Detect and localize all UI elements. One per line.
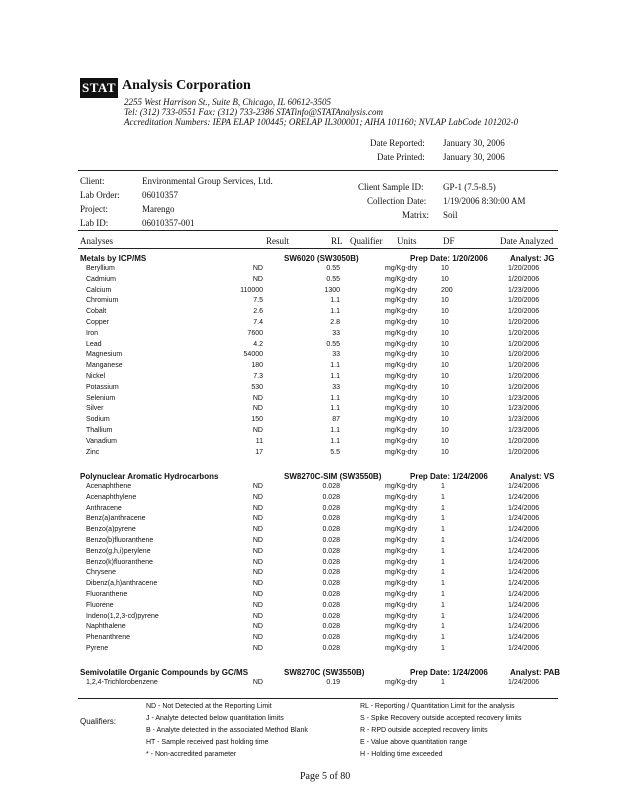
analyte-name: Acenaphthene	[86, 483, 132, 490]
analyte-units: mg/Kg-dry	[385, 416, 418, 424]
analyte-name: Potassium	[86, 383, 119, 391]
analyte-result: ND	[252, 504, 263, 512]
analyte-date: 1/20/2006	[508, 362, 540, 370]
analyte-date: 1/20/2006	[508, 265, 540, 272]
analyte-df: 10	[441, 437, 449, 445]
analyte-name: Fluorene	[86, 601, 114, 609]
qualifier-left-3: HT - Sample received past holding time	[146, 739, 269, 746]
analyte-rl: 0.55	[326, 265, 340, 272]
analyte-units: mg/Kg-dry	[385, 319, 418, 326]
analyte-rl: 0.028	[322, 483, 340, 490]
analyte-units: mg/Kg-dry	[385, 448, 418, 456]
analyte-name: Calcium	[86, 286, 112, 294]
analyte-units: mg/Kg-dry	[385, 286, 418, 294]
analyte-rl: 0.55	[326, 275, 340, 283]
analyte-name: Fluoranthene	[86, 591, 128, 598]
analyte-units: mg/Kg-dry	[385, 351, 418, 359]
analyte-result: ND	[252, 526, 263, 534]
analyte-df: 10	[441, 319, 449, 326]
analyte-date: 1/24/2006	[508, 515, 540, 523]
qualifier-left-4: * - Non-accredited parameter	[146, 751, 237, 758]
analyte-df: 1	[441, 526, 445, 534]
analyte-rl: 0.028	[322, 493, 340, 501]
analyte-df: 10	[441, 340, 449, 348]
analyte-units: mg/Kg-dry	[385, 645, 418, 652]
analyte-units: mg/Kg-dry	[385, 373, 418, 380]
analyte-result: ND	[252, 634, 263, 642]
analyte-df: 1	[441, 483, 445, 490]
analyte-name: Manganese	[86, 362, 123, 370]
analyte-name: Cobalt	[86, 308, 107, 316]
analyte-rl: 33	[332, 383, 340, 391]
analyte-name: Magnesium	[86, 351, 123, 359]
col-date-analyzed: Date Analyzed	[500, 236, 554, 246]
analyte-rl: 0.028	[322, 612, 340, 620]
analyte-date: 1/20/2006	[508, 275, 540, 283]
analyte-df: 10	[441, 362, 449, 370]
analyte-df: 1	[441, 601, 445, 609]
section-method: SW8270C-SIM (SW3550B)	[284, 472, 382, 481]
section-method: SW8270C (SW3550B)	[284, 668, 365, 677]
analyte-name: Benzo(k)fluoranthene	[86, 558, 153, 566]
analyte-result: ND	[252, 405, 263, 413]
analyte-df: 10	[441, 297, 449, 305]
analyte-units: mg/Kg-dry	[385, 340, 418, 348]
analyte-df: 10	[441, 265, 449, 272]
analyte-df: 10	[441, 448, 449, 456]
qualifier-right-4: H - Holding time exceeded	[360, 751, 443, 758]
qualifier-left-1: J - Analyte detected below quantitation limits	[146, 715, 284, 722]
analyte-units: mg/Kg-dry	[385, 483, 418, 490]
analyte-date: 1/24/2006	[508, 483, 540, 490]
analyte-units: mg/Kg-dry	[385, 526, 418, 534]
analyte-df: 1	[441, 634, 445, 642]
analyte-result: 180	[251, 362, 263, 370]
stat-logo: STAT	[80, 78, 118, 98]
analyte-df: 10	[441, 405, 449, 413]
analyte-result: 11	[255, 437, 263, 445]
matrix-value: Soil	[443, 210, 458, 220]
analyte-rl: 0.028	[322, 504, 340, 512]
section-analyst: Analyst: VS	[510, 472, 555, 481]
analyte-name: Benzo(g,h,i)perylene	[86, 547, 151, 555]
analyte-result: ND	[252, 679, 263, 686]
project-label: Project:	[80, 204, 108, 214]
analyte-rl: 33	[332, 329, 340, 337]
analyte-rl: 0.028	[322, 634, 340, 642]
analyte-rl: 1.1	[330, 437, 340, 445]
columns-divider	[78, 248, 558, 249]
analyte-result: 17	[255, 448, 263, 456]
analyte-name: Chromium	[86, 297, 119, 305]
analyte-name: Cadmium	[86, 275, 116, 283]
analyte-result: ND	[252, 537, 263, 544]
analyte-df: 10	[441, 308, 449, 316]
analyte-name: Anthracene	[86, 504, 122, 512]
section-method: SW6020 (SW3050B)	[284, 254, 359, 263]
matrix-label: Matrix:	[402, 210, 429, 220]
footer-divider	[78, 698, 558, 699]
analyte-date: 1/24/2006	[508, 493, 540, 501]
section-analyst: Analyst: JG	[510, 254, 555, 263]
analyte-rl: 0.028	[322, 645, 340, 652]
lab-order-label: Lab Order:	[80, 190, 120, 200]
analyte-result: 7600	[247, 329, 263, 337]
project-value: Marengo	[142, 204, 175, 214]
analyte-name: Pyrene	[86, 645, 109, 652]
col-df: DF	[443, 236, 455, 246]
analyte-rl: 1.1	[330, 362, 340, 370]
analyte-result: ND	[252, 427, 263, 434]
analyte-units: mg/Kg-dry	[385, 394, 418, 402]
analyte-df: 1	[441, 679, 445, 686]
analyte-rl: 5.5	[330, 448, 340, 456]
qualifiers-label: Qualifiers:	[80, 717, 117, 726]
qualifier-left-0: ND - Not Detected at the Reporting Limit	[146, 703, 272, 710]
date-reported-value: January 30, 2006	[443, 138, 505, 148]
analyte-result: ND	[252, 591, 263, 598]
analyte-date: 1/24/2006	[508, 634, 540, 642]
analyte-name: Thallium	[86, 427, 113, 434]
analyte-rl: 0.028	[322, 515, 340, 523]
col-result: Result	[266, 236, 290, 246]
analyte-df: 1	[441, 558, 445, 566]
qualifier-right-1: S - Spike Recovery outside accepted recovery limits	[360, 715, 522, 722]
analyte-result: 7.3	[253, 373, 263, 380]
analyte-df: 1	[441, 645, 445, 652]
section-name: Semivolatile Organic Compounds by GC/MS	[80, 668, 249, 677]
analyte-name: Acenaphthylene	[86, 493, 137, 501]
lab-id-label: Lab ID:	[80, 218, 109, 228]
collection-date-value: 1/19/2006 8:30:00 AM	[443, 196, 526, 206]
analyte-units: mg/Kg-dry	[385, 601, 418, 609]
qualifier-right-2: R - RPD outside accepted recovery limits	[360, 727, 488, 734]
analyte-date: 1/24/2006	[508, 537, 540, 544]
analyte-date: 1/20/2006	[508, 329, 540, 337]
analyte-name: Chrysene	[86, 569, 116, 577]
analyte-rl: 2.8	[330, 319, 340, 326]
qualifier-left-2: B - Analyte detected in the associated Method Blank	[146, 727, 308, 734]
analyte-result: 530	[251, 383, 263, 391]
analyte-name: Phenanthrene	[86, 634, 130, 642]
analyte-date: 1/20/2006	[508, 319, 540, 326]
header-divider	[78, 170, 558, 171]
analyte-rl: 0.028	[322, 537, 340, 544]
analyte-name: Vanadium	[86, 437, 118, 445]
analyte-result: ND	[252, 645, 263, 652]
analyte-df: 10	[441, 394, 449, 402]
client-label: Client:	[80, 176, 105, 186]
analyte-rl: 0.55	[326, 340, 340, 348]
analyte-date: 1/23/2006	[508, 416, 540, 424]
analyte-units: mg/Kg-dry	[385, 493, 418, 501]
analyte-date: 1/20/2006	[508, 448, 540, 456]
analyte-date: 1/24/2006	[508, 591, 540, 598]
analyte-rl: 33	[332, 351, 340, 359]
accreditation-numbers: Accreditation Numbers: IEPA ELAP 100445; ORELAP IL300001; AIHA 101160; NVLAP LabCode 101202-0	[124, 117, 519, 127]
analyte-result: ND	[252, 515, 263, 523]
analyte-rl: 0.028	[322, 580, 340, 588]
analyte-rl: 0.028	[322, 547, 340, 555]
analyte-name: Naphthalene	[86, 623, 126, 631]
analyte-date: 1/20/2006	[508, 383, 540, 391]
analyte-result: 150	[251, 416, 263, 424]
lab-order-value: 06010357	[142, 190, 178, 200]
company-contact: Tel: (312) 733-0551 Fax: (312) 733-2386 STATinfo@STATAnalysis.com	[124, 107, 384, 117]
section-analyst: Analyst: PAB	[510, 668, 561, 677]
analyte-df: 10	[441, 416, 449, 424]
analyte-result: ND	[252, 493, 263, 501]
client-sample-id-value: GP-1 (7.5-8.5)	[443, 182, 496, 192]
analyte-units: mg/Kg-dry	[385, 623, 418, 631]
analyte-rl: 87	[332, 416, 340, 424]
date-printed-label: Date Printed:	[377, 152, 425, 162]
analyte-rl: 1.1	[330, 308, 340, 316]
analyte-result: 7.4	[253, 319, 263, 326]
analyte-rl: 1.1	[330, 373, 340, 380]
info-divider	[78, 230, 558, 231]
analyte-result: ND	[252, 558, 263, 566]
analyte-units: mg/Kg-dry	[385, 537, 418, 544]
analyte-df: 10	[441, 351, 449, 359]
collection-date-label: Collection Date:	[367, 196, 427, 206]
date-reported-label: Date Reported:	[370, 138, 425, 148]
analyte-rl: 0.19	[326, 679, 340, 686]
analyte-units: mg/Kg-dry	[385, 437, 418, 445]
analyte-date: 1/24/2006	[508, 547, 540, 555]
analyte-units: mg/Kg-dry	[385, 634, 418, 642]
analyte-units: mg/Kg-dry	[385, 580, 418, 588]
analyte-rl: 1.1	[330, 297, 340, 305]
analyte-name: Silver	[86, 405, 104, 413]
company-name: Analysis Corporation	[122, 78, 251, 93]
analyte-result: ND	[252, 601, 263, 609]
analyte-date: 1/24/2006	[508, 569, 540, 577]
qualifier-right-3: E - Value above quantitation range	[360, 739, 468, 746]
analyte-result: ND	[252, 580, 263, 588]
analyte-date: 1/24/2006	[508, 679, 540, 686]
analyte-name: Beryllium	[86, 265, 115, 272]
client-sample-id-label: Client Sample ID:	[358, 182, 424, 192]
analyte-units: mg/Kg-dry	[385, 679, 418, 686]
analyte-date: 1/20/2006	[508, 340, 540, 348]
analyte-result: ND	[252, 612, 263, 620]
analyte-name: Benzo(a)pyrene	[86, 526, 136, 534]
analyte-date: 1/23/2006	[508, 405, 540, 413]
analyte-date: 1/24/2006	[508, 526, 540, 534]
page-number: Page 5 of 80	[300, 771, 351, 782]
analyte-date: 1/24/2006	[508, 601, 540, 609]
analyte-name: Benz(a)anthracene	[86, 515, 146, 523]
col-analyses: Analyses	[80, 236, 113, 246]
analyte-df: 1	[441, 580, 445, 588]
analyte-rl: 0.028	[322, 591, 340, 598]
analyte-units: mg/Kg-dry	[385, 515, 418, 523]
analyte-name: Indeno(1,2,3-cd)pyrene	[86, 612, 159, 620]
analyte-units: mg/Kg-dry	[385, 275, 418, 283]
analyte-units: mg/Kg-dry	[385, 405, 418, 413]
analyte-result: ND	[252, 569, 263, 577]
analyte-result: ND	[252, 275, 263, 283]
analyte-df: 1	[441, 504, 445, 512]
analyte-units: mg/Kg-dry	[385, 569, 418, 577]
analyte-df: 10	[441, 373, 449, 380]
analyte-units: mg/Kg-dry	[385, 612, 418, 620]
analyte-df: 10	[441, 383, 449, 391]
analyte-df: 1	[441, 569, 445, 577]
col-qualifier: Qualifier	[350, 236, 383, 246]
analyte-df: 1	[441, 623, 445, 631]
section-name: Metals by ICP/MS	[80, 254, 147, 263]
analyte-result: 2.6	[253, 308, 263, 316]
analyte-df: 1	[441, 591, 445, 598]
analyte-df: 10	[441, 427, 449, 434]
analyte-units: mg/Kg-dry	[385, 308, 418, 316]
analyte-units: mg/Kg-dry	[385, 547, 418, 555]
analyte-result: ND	[252, 623, 263, 631]
analyte-date: 1/20/2006	[508, 373, 540, 380]
analyte-date: 1/20/2006	[508, 297, 540, 305]
analyte-rl: 0.028	[322, 601, 340, 609]
analyte-result: ND	[252, 394, 263, 402]
analyte-units: mg/Kg-dry	[385, 558, 418, 566]
section-prep-date: Prep Date: 1/20/2006	[410, 254, 488, 263]
analyte-units: mg/Kg-dry	[385, 427, 418, 434]
analyte-units: mg/Kg-dry	[385, 591, 418, 598]
lab-id-value: 06010357-001	[142, 218, 195, 228]
date-printed-value: January 30, 2006	[443, 152, 505, 162]
analyte-rl: 1300	[324, 286, 340, 294]
analyte-date: 1/24/2006	[508, 645, 540, 652]
analyte-name: 1,2,4-Trichlorobenzene	[86, 679, 158, 686]
analyte-date: 1/23/2006	[508, 394, 540, 402]
col-units: Units	[397, 236, 417, 246]
analyte-df: 1	[441, 547, 445, 555]
analyte-df: 200	[441, 286, 453, 294]
analyte-date: 1/20/2006	[508, 437, 540, 445]
analyte-date: 1/20/2006	[508, 351, 540, 359]
analyte-date: 1/24/2006	[508, 504, 540, 512]
analyte-units: mg/Kg-dry	[385, 265, 418, 272]
company-address: 2255 West Harrison St., Suite B, Chicago, IL 60612-3505	[124, 97, 332, 107]
analyte-units: mg/Kg-dry	[385, 504, 418, 512]
client-value: Environmental Group Services, Ltd.	[142, 176, 273, 186]
section-prep-date: Prep Date: 1/24/2006	[410, 472, 488, 481]
analyte-date: 1/23/2006	[508, 427, 540, 434]
analyte-rl: 1.1	[330, 427, 340, 434]
analyte-units: mg/Kg-dry	[385, 362, 418, 370]
analyte-df: 1	[441, 515, 445, 523]
analyte-name: Copper	[86, 319, 109, 326]
analyte-units: mg/Kg-dry	[385, 383, 418, 391]
analyte-name: Nickel	[86, 373, 106, 380]
analyte-result: ND	[252, 265, 263, 272]
analyte-result: 7.5	[253, 297, 263, 305]
analyte-name: Lead	[86, 340, 102, 348]
analyte-df: 10	[441, 329, 449, 337]
analyte-units: mg/Kg-dry	[385, 297, 418, 305]
analyte-date: 1/20/2006	[508, 308, 540, 316]
analyte-name: Benzo(b)fluoranthene	[86, 537, 154, 544]
analyte-result: ND	[252, 547, 263, 555]
analyte-result: 4.2	[253, 340, 263, 348]
analyte-name: Dibenz(a,h)anthracene	[86, 580, 158, 588]
analyte-date: 1/24/2006	[508, 612, 540, 620]
analyte-df: 1	[441, 537, 445, 544]
qualifier-right-0: RL - Reporting / Quantitation Limit for the analysis	[360, 703, 515, 710]
section-prep-date: Prep Date: 1/24/2006	[410, 668, 488, 677]
analyte-rl: 0.028	[322, 526, 340, 534]
analyte-df: 1	[441, 493, 445, 501]
analyte-date: 1/24/2006	[508, 580, 540, 588]
analyte-result: ND	[252, 483, 263, 490]
section-name: Polynuclear Aromatic Hydrocarbons	[80, 472, 219, 481]
analyte-rl: 1.1	[330, 394, 340, 402]
analyte-name: Iron	[86, 329, 99, 337]
analyte-result: 110000	[240, 286, 263, 294]
analyte-name: Sodium	[86, 416, 110, 424]
col-rl: RL	[331, 236, 343, 246]
analyte-rl: 0.028	[322, 558, 340, 566]
analyte-rl: 0.028	[322, 623, 340, 631]
analyte-date: 1/24/2006	[508, 558, 540, 566]
analyte-df: 1	[441, 612, 445, 620]
analyte-date: 1/23/2006	[508, 286, 540, 294]
analyte-units: mg/Kg-dry	[385, 329, 418, 337]
analyte-result: 54000	[243, 351, 263, 359]
analyte-name: Selenium	[86, 394, 116, 402]
analyte-date: 1/24/2006	[508, 623, 540, 631]
analyte-name: Zinc	[86, 448, 100, 456]
analyte-df: 10	[441, 275, 449, 283]
analyte-rl: 0.028	[322, 569, 340, 577]
analyte-rl: 1.1	[330, 405, 340, 413]
